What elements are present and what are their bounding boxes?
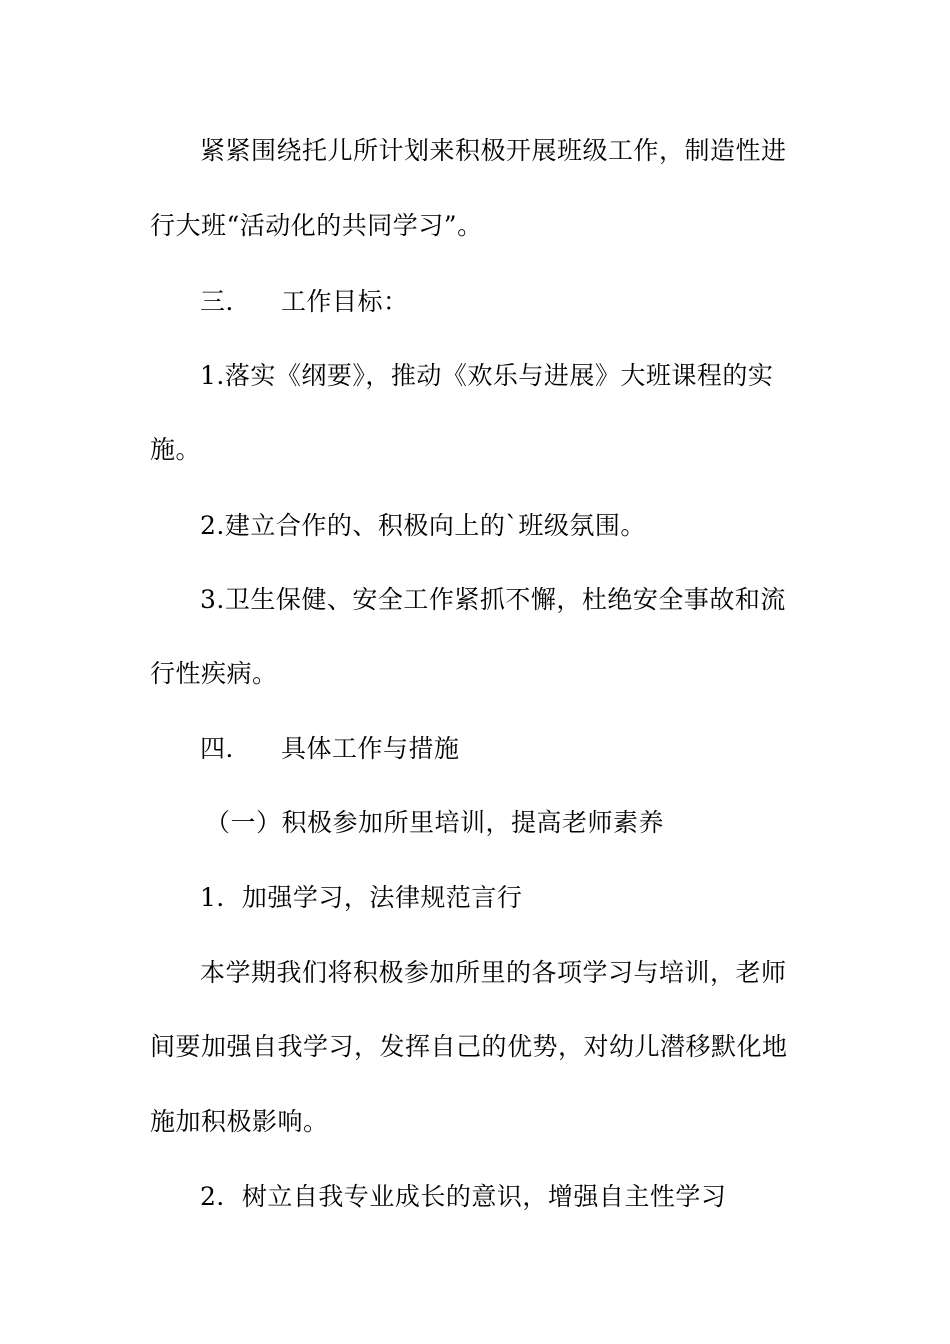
paragraph-line: 2.建立合作的、积极向上的`班级氛围。 [200,511,646,540]
paragraph-line: 施。 [150,435,202,464]
paragraph-line: 施加积极影响。 [150,1107,329,1136]
paragraph-line: 3.卫生保健、安全工作紧抓不懈，杜绝安全事故和流 [200,585,786,614]
section-title: 工作目标： [281,287,409,316]
section-number: 三． [200,287,252,316]
section-heading-4 [200,729,800,769]
paragraph-line: 行性疾病。 [150,659,278,688]
item-heading: 1．加强学习，法律规范言行 [200,883,523,912]
item-heading: 2．树立自我专业成长的意识，增强自主性学习 [200,1182,727,1211]
subsection-heading: （一）积极参加所里培训，提高老师素养 [205,808,665,837]
paragraph-line: 行大班“活动化的共同学习”。 [150,211,483,240]
section-heading-3 [200,282,800,322]
section-number: 四． [200,734,252,763]
section-title: 具体工作与措施 [281,734,460,763]
paragraph-line: 1.落实《纲要》，推动《欢乐与进展》大班课程的实 [200,361,774,390]
paragraph-line: 紧紧围绕托儿所计划来积极开展班级工作，制造性进 [200,136,787,165]
paragraph-line: 间要加强自我学习，发挥自己的优势，对幼儿潜移默化地 [150,1032,788,1061]
paragraph-line: 本学期我们将积极参加所里的各项学习与培训，老师 [200,958,787,987]
